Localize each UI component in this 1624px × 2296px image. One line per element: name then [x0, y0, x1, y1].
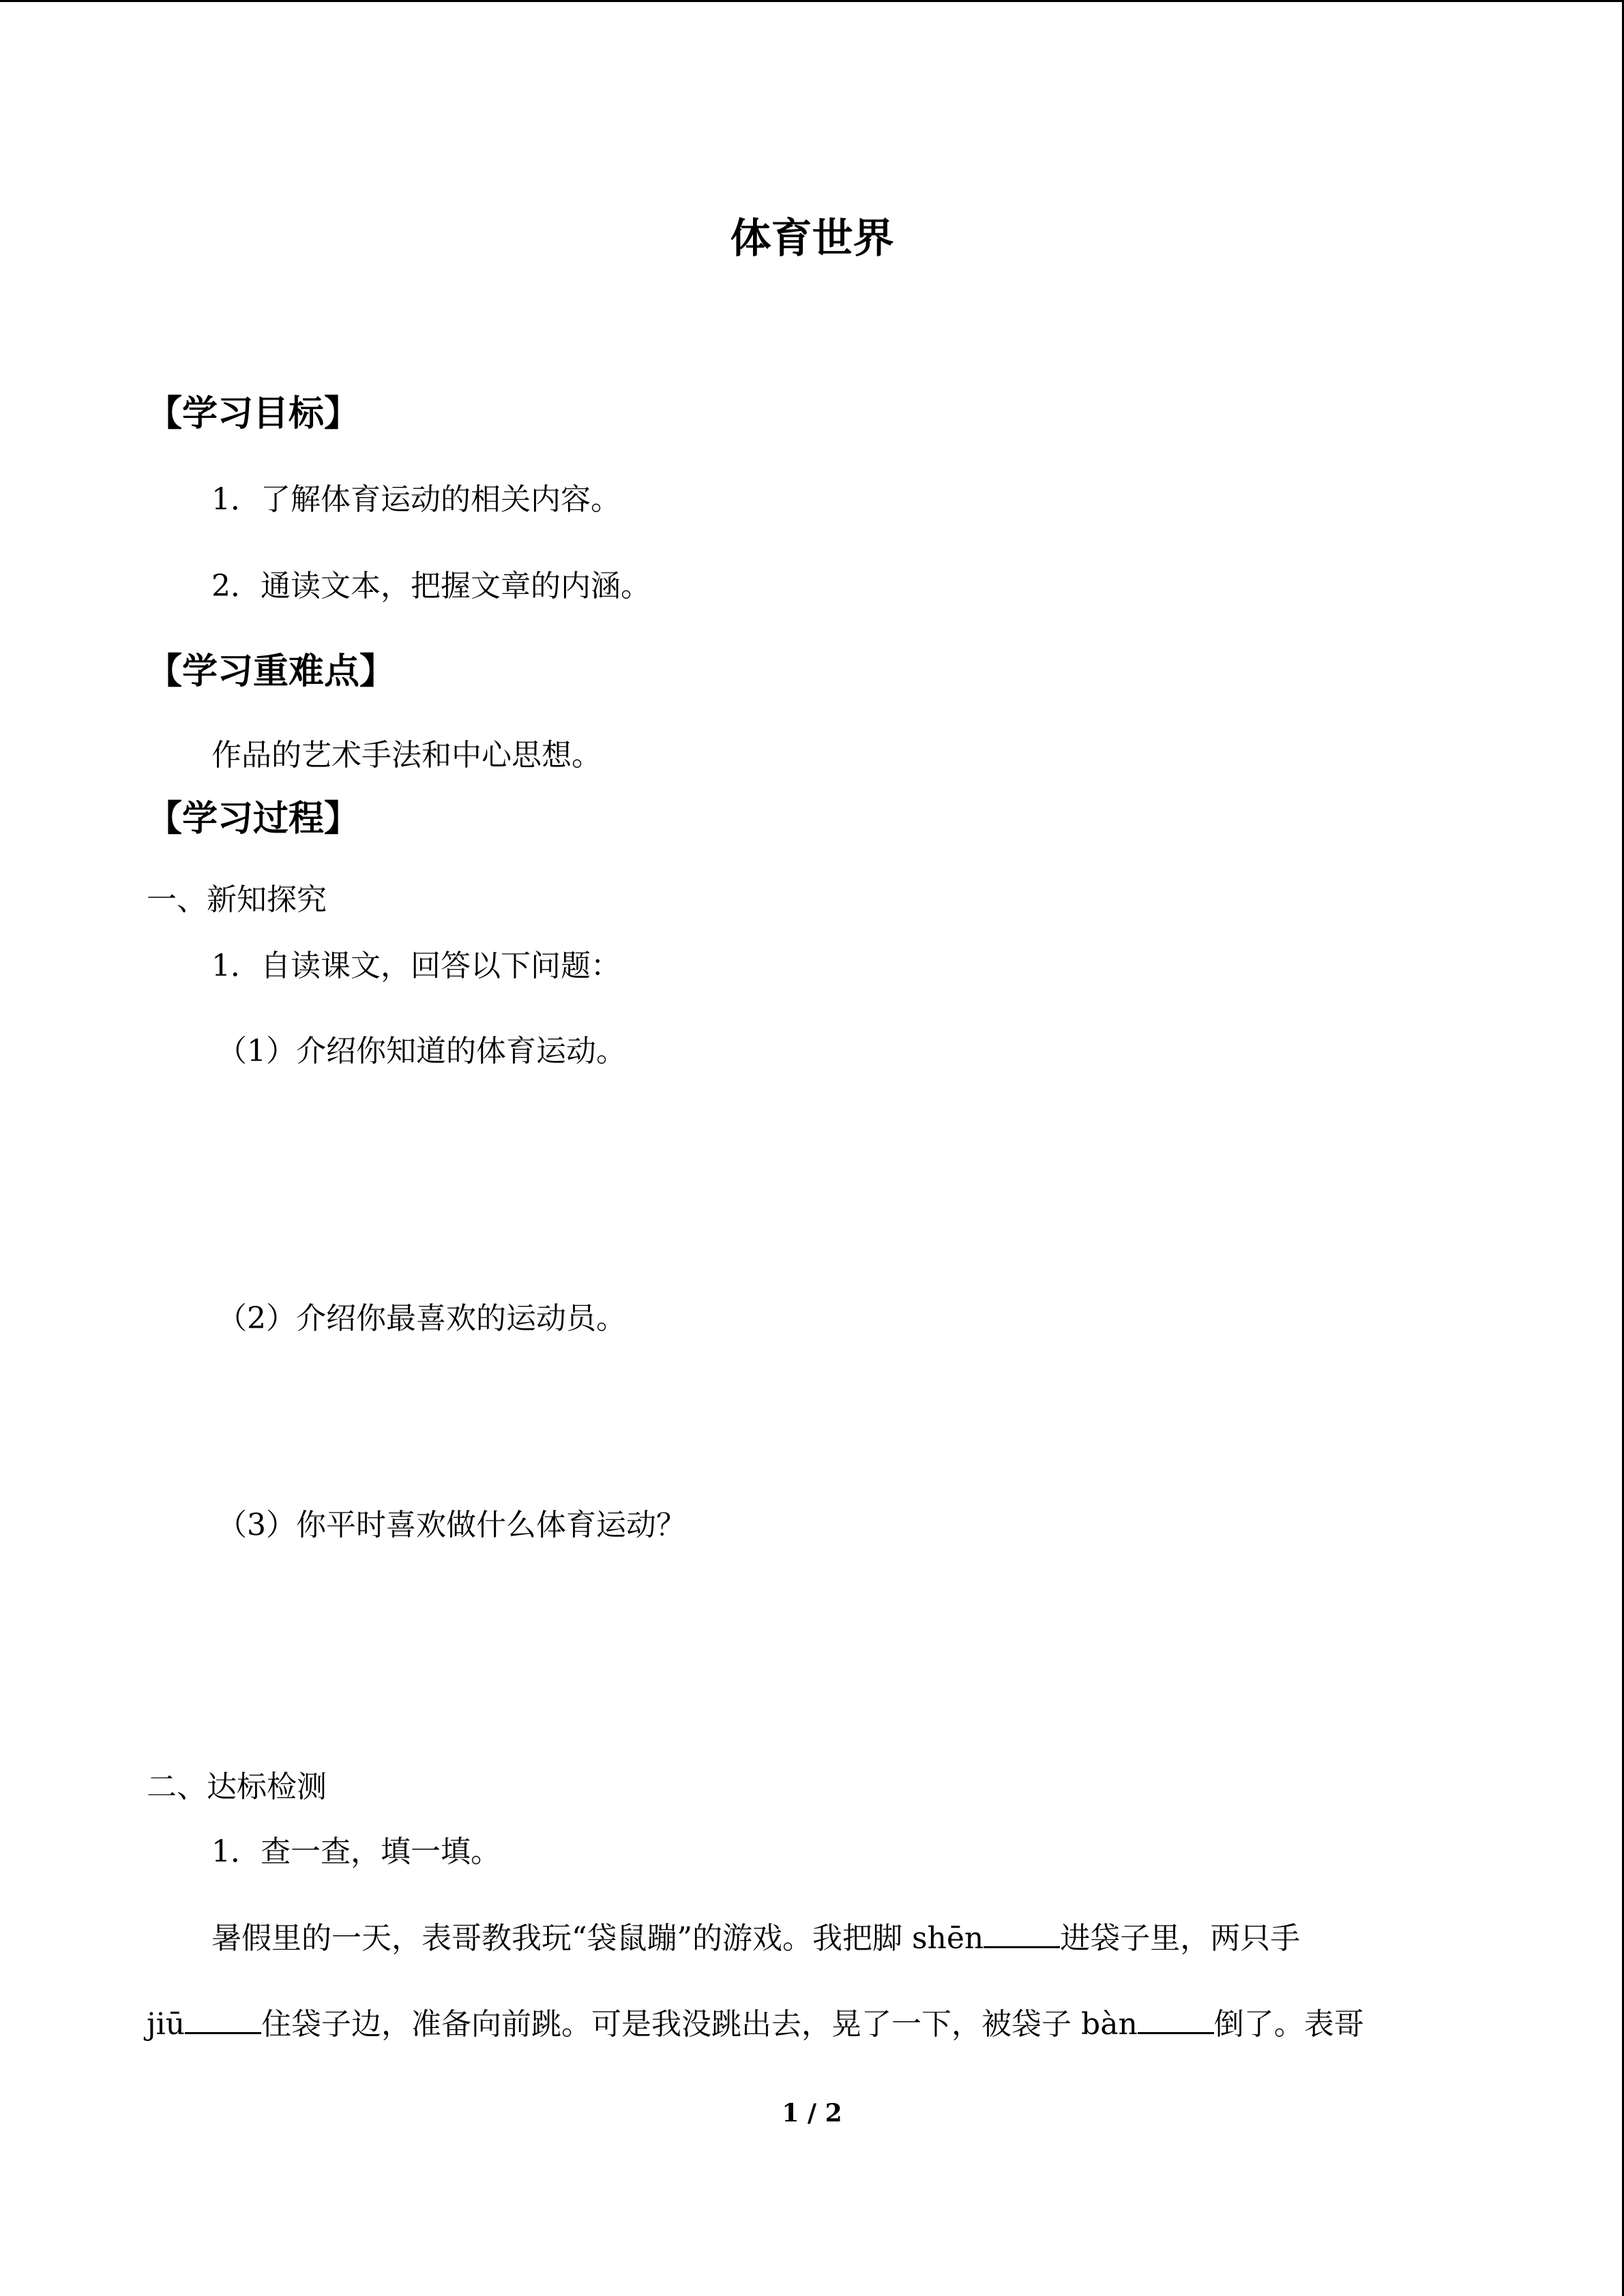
- part1-sub-question-3: （3）你平时喜欢做什么体育运动？: [217, 1508, 686, 1542]
- fill-blank-ban[interactable]: [1138, 2005, 1214, 2034]
- part1-question-1: 1．自读课文，回答以下问题：: [211, 949, 621, 983]
- section-heading-process: 【学习过程】: [147, 799, 360, 839]
- page-top-border: [0, 0, 1624, 2]
- fill-in-paragraph-line-2: [147, 2004, 1364, 2045]
- part1-sub-question-1: （1）介绍你知道的体育运动。: [217, 1034, 626, 1069]
- paragraph-text-segment: 住袋子边，准备向前跳。可是我没跳出去，晃了一下，被袋子 bàn: [261, 2007, 1138, 2042]
- paragraph-text-segment: 进袋子里，两只手: [1060, 1921, 1301, 1956]
- part1-heading: 一、新知探究: [147, 882, 327, 917]
- fill-in-paragraph-line-1: [211, 1918, 1300, 1959]
- paragraph-text-segment: jiū: [147, 2007, 186, 2042]
- paragraph-text-segment: 倒了。表哥: [1213, 2007, 1364, 2042]
- page-number: 1 / 2: [782, 2099, 842, 2128]
- section-heading-goals: 【学习目标】: [147, 393, 360, 434]
- part2-heading: 二、达标检测: [147, 1770, 327, 1804]
- section-heading-keypoints: 【学习重难点】: [147, 651, 396, 692]
- goal-item-2: 2．通读文本，把握文章的内涵。: [211, 569, 651, 603]
- paragraph-text-segment: 暑假里的一天，表哥教我玩“袋鼠蹦”的游戏。我把脚 shēn: [211, 1921, 984, 1956]
- part1-sub-question-2: （2）介绍你最喜欢的运动员。: [217, 1301, 626, 1336]
- goal-item-1: 1．了解体育运动的相关内容。: [211, 482, 621, 517]
- keypoints-text: 作品的艺术手法和中心思想。: [211, 738, 602, 773]
- fill-blank-jiu[interactable]: [185, 2005, 261, 2034]
- page-title: 体育世界: [730, 215, 894, 263]
- part2-question-1: 1．查一查，填一填。: [211, 1834, 501, 1869]
- fill-blank-shen[interactable]: [984, 1919, 1060, 1948]
